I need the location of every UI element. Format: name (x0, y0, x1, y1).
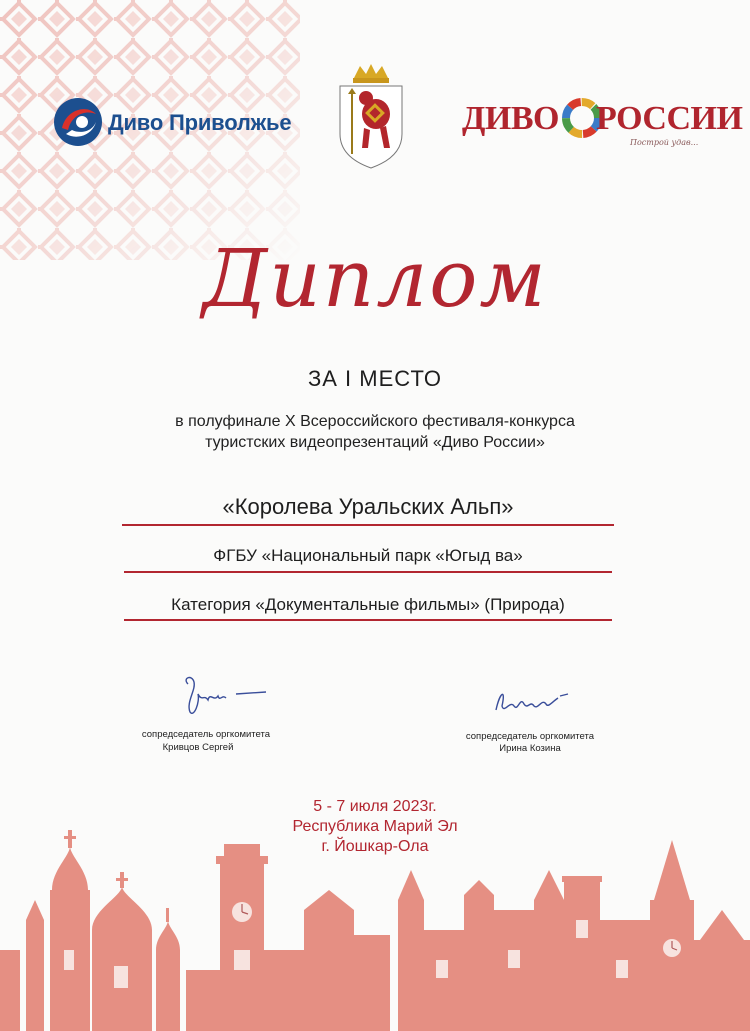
diploma-title: Диплом (202, 232, 548, 325)
underline (124, 571, 612, 573)
place-award: ЗА I МЕСТО (307, 366, 443, 391)
right-brand-tagline: Построй удав... (630, 138, 699, 147)
event-region: Республика Марий Эл (292, 818, 458, 835)
signature-role-1: сопредседатель оргкомитета (141, 729, 271, 740)
signature-name-1: Кривцов Сергей (162, 742, 234, 753)
description-line-1: в полуфинале X Всероссийского фестиваля-конкурса (175, 413, 575, 430)
underline (122, 524, 614, 526)
swirl-logo-icon (52, 96, 104, 148)
event-dates: 5 - 7 июля 2023г. (313, 798, 437, 815)
signature-name-2: Ирина Козина (499, 743, 561, 754)
mari-el-coat-of-arms-icon (336, 64, 406, 170)
organization-field (124, 546, 612, 566)
work-title-field (122, 494, 614, 520)
category-field (124, 595, 612, 615)
event-city: г. Йошкар-Ола (321, 838, 429, 855)
description-line-2: туристских видеопрезентаций «Диво России» (205, 434, 545, 451)
handwritten-signature-icon (488, 680, 578, 724)
logo-divo-privolzhye (52, 96, 312, 156)
logo-divo-rossii (462, 96, 743, 166)
work-title: «Королева Уральских Альп» (222, 494, 514, 519)
signature-role-2: сопредседатель оргкомитета (465, 731, 595, 742)
signature-block-1 (96, 672, 316, 762)
left-brand-name: Диво Приволжье (108, 110, 292, 135)
organization: ФГБУ «Национальный парк «Югыд ва» (213, 546, 523, 565)
right-brand-word2: РОССИИ (596, 100, 743, 137)
right-brand-word1: ДИВО (462, 100, 559, 137)
handwritten-signature-icon (174, 672, 274, 720)
signature-block-2 (420, 680, 640, 770)
underline (124, 619, 612, 621)
category: Категория «Документальные фильмы» (Природа) (171, 595, 565, 614)
